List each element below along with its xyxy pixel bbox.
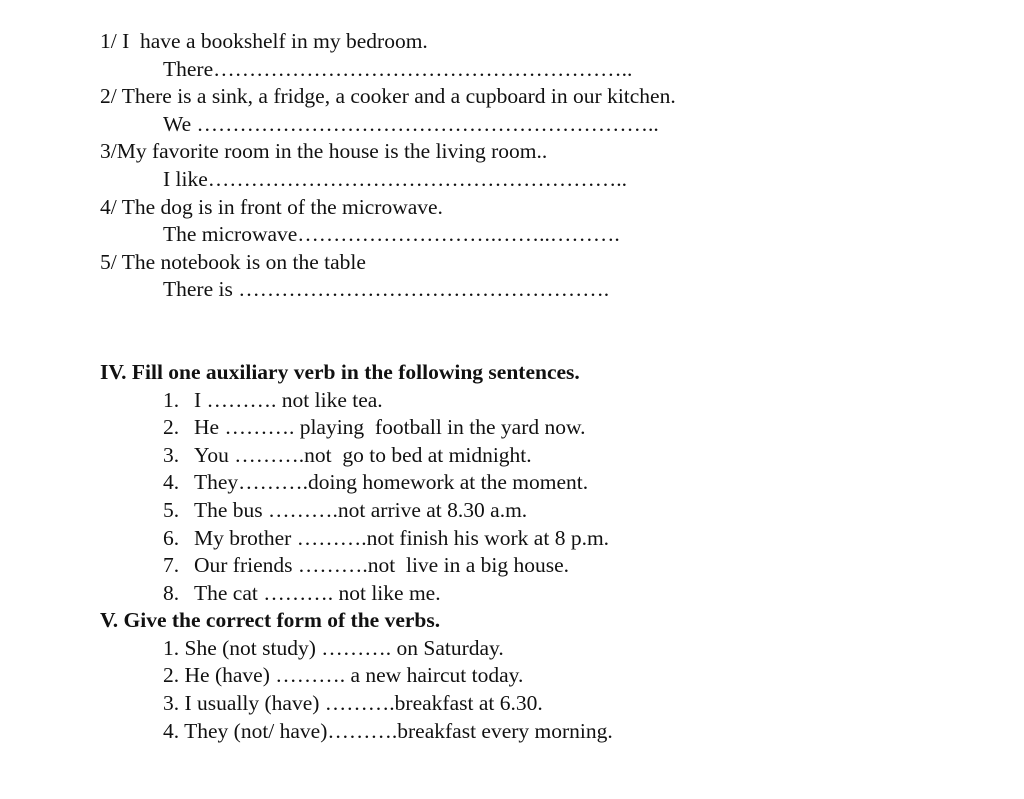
rewrite-answer-5: There is ……………………………………………. — [163, 277, 610, 302]
item-number: 5. — [163, 497, 180, 522]
item-number: 6. — [163, 525, 180, 550]
section-v-item-3: 3. I usually (have) ……….breakfast at 6.30. — [163, 691, 543, 716]
rewrite-answer-3: I like………………………………………………….. — [163, 166, 628, 191]
rewrite-prompt-5: 5/ The notebook is on the table — [100, 249, 366, 274]
section-v-item-2: 2. He (have) ………. a new haircut today. — [163, 663, 524, 688]
item-text: My brother ……….not finish his work at 8 p.m. — [194, 525, 610, 550]
item-number: 2. — [163, 415, 180, 440]
section-iv-item-8 — [100, 580, 1000, 608]
item-text: Our friends ……….not live in a big house. — [194, 553, 570, 578]
worksheet-page — [100, 28, 1000, 745]
section-iv-item-5 — [100, 497, 1000, 525]
rewrite-section — [100, 28, 1000, 304]
item-text: The cat ………. not like me. — [194, 580, 441, 605]
section-iv — [100, 359, 1000, 607]
section-v-item-4: 4. They (not/ have)……….breakfast every morning. — [163, 718, 613, 743]
rewrite-prompt-4: 4/ The dog is in front of the microwave. — [100, 194, 443, 219]
section-iv-item-6 — [100, 525, 1000, 553]
rewrite-prompt-3: 3/My favorite room in the house is the living room.. — [100, 139, 548, 164]
section-iv-item-4 — [100, 469, 1000, 497]
section-iv-item-2 — [100, 414, 1000, 442]
item-number: 3. — [163, 442, 180, 467]
item-number: 1. — [163, 387, 180, 412]
section-v-title: V. Give the correct form of the verbs. — [100, 608, 441, 633]
rewrite-answer-4: The microwave……………………….……..………. — [163, 222, 620, 247]
item-text: They……….doing homework at the moment. — [194, 470, 589, 495]
item-number: 8. — [163, 580, 180, 605]
item-text: You ……….not go to bed at midnight. — [194, 442, 532, 467]
section-iv-item-3 — [100, 442, 1000, 470]
rewrite-answer-2: We ……………………………………………………….. — [163, 111, 659, 136]
item-number: 7. — [163, 553, 180, 578]
section-iv-item-1 — [100, 387, 1000, 415]
section-v-item-1: 1. She (not study) ………. on Saturday. — [163, 635, 504, 660]
section-iv-title: IV. Fill one auxiliary verb in the following sentences. — [100, 359, 580, 384]
item-text: I ………. not like tea. — [194, 387, 383, 412]
rewrite-prompt-2: 2/ There is a sink, a fridge, a cooker and a cupboard in our kitchen. — [100, 84, 676, 109]
item-number: 4. — [163, 470, 180, 495]
item-text: The bus ……….not arrive at 8.30 a.m. — [194, 497, 528, 522]
item-text: He ………. playing football in the yard now. — [194, 415, 586, 440]
rewrite-answer-1: There………………………………………………….. — [163, 56, 633, 81]
rewrite-prompt-1: 1/ I have a bookshelf in my bedroom. — [100, 29, 428, 53]
section-iv-item-7 — [100, 552, 1000, 580]
section-v — [100, 607, 1000, 745]
section-gap — [100, 304, 1000, 359]
